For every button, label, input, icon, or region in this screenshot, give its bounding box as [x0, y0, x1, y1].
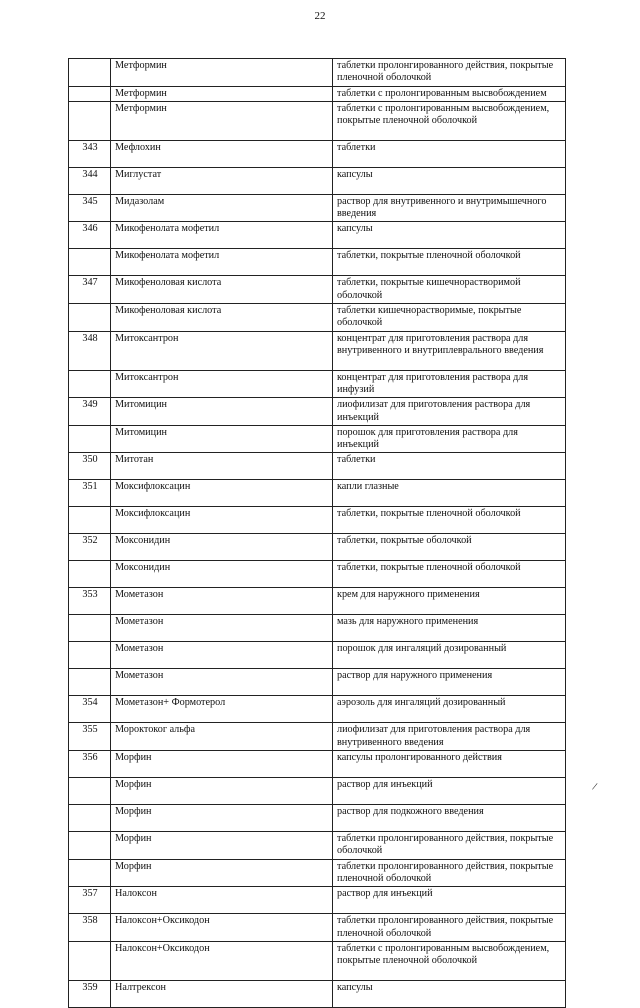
cell-dosage-form: таблетки пролонгированного действия, покрытые пленочной оболочкой: [333, 859, 566, 887]
table-row: [69, 167, 566, 194]
cell-dosage-form: капсулы: [333, 980, 566, 1007]
cell-number: [69, 86, 111, 101]
cell-dosage-form: крем для наружного применения: [333, 588, 566, 615]
cell-number: 352: [69, 534, 111, 561]
cell-number: [69, 642, 111, 669]
table-row: [69, 723, 566, 751]
cell-dosage-form: капсулы пролонгированного действия: [333, 751, 566, 778]
drug-table: [68, 58, 566, 1008]
cell-drug-name: Моксонидин: [111, 561, 333, 588]
page-number: 22: [314, 10, 326, 22]
cell-drug-name: Морфин: [111, 832, 333, 860]
cell-dosage-form: раствор для инъекций: [333, 887, 566, 914]
margin-mark: /: [591, 780, 599, 794]
table-row: [69, 615, 566, 642]
table-row: [69, 561, 566, 588]
cell-number: [69, 669, 111, 696]
cell-number: 346: [69, 222, 111, 249]
cell-drug-name: Моксонидин: [111, 534, 333, 561]
table-row: [69, 507, 566, 534]
cell-drug-name: Морфин: [111, 751, 333, 778]
cell-dosage-form: таблетки кишечнорастворимые, покрытые оболочкой: [333, 304, 566, 332]
cell-drug-name: Митоксантрон: [111, 331, 333, 370]
cell-drug-name: Мороктоког альфа: [111, 723, 333, 751]
cell-number: 357: [69, 887, 111, 914]
table-row: [69, 370, 566, 398]
cell-number: 349: [69, 398, 111, 426]
table-row: [69, 980, 566, 1007]
table-row: [69, 588, 566, 615]
cell-drug-name: Налтрексон: [111, 980, 333, 1007]
cell-number: 359: [69, 980, 111, 1007]
cell-dosage-form: капли глазные: [333, 480, 566, 507]
cell-number: [69, 859, 111, 887]
cell-dosage-form: таблетки: [333, 140, 566, 167]
cell-dosage-form: раствор для инъекций: [333, 778, 566, 805]
cell-number: [69, 778, 111, 805]
cell-drug-name: Мометазон: [111, 642, 333, 669]
cell-dosage-form: аэрозоль для ингаляций дозированный: [333, 696, 566, 723]
cell-number: 344: [69, 167, 111, 194]
table-row: [69, 859, 566, 887]
cell-number: [69, 249, 111, 276]
cell-drug-name: Миглустат: [111, 167, 333, 194]
cell-drug-name: Мефлохин: [111, 140, 333, 167]
cell-number: [69, 615, 111, 642]
cell-number: [69, 101, 111, 140]
cell-number: [69, 304, 111, 332]
cell-dosage-form: таблетки с пролонгированным высвобождением, покрытые пленочной оболочкой: [333, 101, 566, 140]
cell-drug-name: Микофенолата мофетил: [111, 249, 333, 276]
cell-drug-name: Метформин: [111, 86, 333, 101]
table-row: [69, 669, 566, 696]
table-row: [69, 480, 566, 507]
cell-dosage-form: раствор для внутривенного и внутримышечного введения: [333, 194, 566, 222]
cell-drug-name: Морфин: [111, 859, 333, 887]
cell-drug-name: Мометазон+ Формотерол: [111, 696, 333, 723]
cell-dosage-form: раствор для подкожного введения: [333, 805, 566, 832]
cell-dosage-form: таблетки пролонгированного действия, покрытые пленочной оболочкой: [333, 914, 566, 942]
cell-dosage-form: лиофилизат для приготовления раствора для инъекций: [333, 398, 566, 426]
cell-dosage-form: капсулы: [333, 167, 566, 194]
table-row: [69, 696, 566, 723]
table-row: [69, 331, 566, 370]
cell-drug-name: Морфин: [111, 805, 333, 832]
cell-number: [69, 59, 111, 87]
cell-number: 348: [69, 331, 111, 370]
cell-number: 350: [69, 453, 111, 480]
cell-dosage-form: таблетки с пролонгированным высвобождением, покрытые пленочной оболочкой: [333, 941, 566, 980]
cell-dosage-form: раствор для наружного применения: [333, 669, 566, 696]
cell-number: [69, 370, 111, 398]
table-row: [69, 101, 566, 140]
table-row: [69, 832, 566, 860]
cell-drug-name: Митомицин: [111, 398, 333, 426]
cell-dosage-form: таблетки, покрытые пленочной оболочкой: [333, 561, 566, 588]
cell-drug-name: Митомицин: [111, 425, 333, 453]
cell-dosage-form: мазь для наружного применения: [333, 615, 566, 642]
table-row: [69, 751, 566, 778]
table-row: [69, 642, 566, 669]
cell-dosage-form: концентрат для приготовления раствора для внутривенного и внутриплеврального введения: [333, 331, 566, 370]
cell-drug-name: Микофеноловая кислота: [111, 304, 333, 332]
cell-drug-name: Моксифлоксацин: [111, 480, 333, 507]
cell-number: [69, 425, 111, 453]
cell-dosage-form: таблетки, покрытые пленочной оболочкой: [333, 507, 566, 534]
cell-dosage-form: лиофилизат для приготовления раствора для внутривенного введения: [333, 723, 566, 751]
cell-number: 347: [69, 276, 111, 304]
table-row: [69, 453, 566, 480]
cell-dosage-form: капсулы: [333, 222, 566, 249]
cell-dosage-form: таблетки, покрытые оболочкой: [333, 534, 566, 561]
cell-number: [69, 805, 111, 832]
table-row: [69, 887, 566, 914]
table-row: [69, 805, 566, 832]
table-row: [69, 941, 566, 980]
cell-number: 358: [69, 914, 111, 942]
cell-number: 356: [69, 751, 111, 778]
cell-number: 351: [69, 480, 111, 507]
cell-dosage-form: таблетки пролонгированного действия, покрытые оболочкой: [333, 832, 566, 860]
cell-drug-name: Налоксон+Оксикодон: [111, 914, 333, 942]
cell-number: 354: [69, 696, 111, 723]
cell-drug-name: Мометазон: [111, 615, 333, 642]
cell-number: 353: [69, 588, 111, 615]
cell-number: [69, 832, 111, 860]
cell-drug-name: Митотан: [111, 453, 333, 480]
table-row: [69, 222, 566, 249]
cell-dosage-form: таблетки с пролонгированным высвобождением: [333, 86, 566, 101]
table-row: [69, 534, 566, 561]
cell-drug-name: Налоксон+Оксикодон: [111, 941, 333, 980]
cell-number: 355: [69, 723, 111, 751]
table-row: [69, 276, 566, 304]
cell-number: 343: [69, 140, 111, 167]
drug-table-body: [69, 59, 566, 1008]
table-row: [69, 86, 566, 101]
cell-drug-name: Налоксон: [111, 887, 333, 914]
cell-dosage-form: концентрат для приготовления раствора для инфузий: [333, 370, 566, 398]
cell-dosage-form: таблетки: [333, 453, 566, 480]
cell-drug-name: Микофеноловая кислота: [111, 276, 333, 304]
cell-drug-name: Метформин: [111, 101, 333, 140]
cell-number: [69, 561, 111, 588]
cell-dosage-form: порошок для приготовления раствора для инъекций: [333, 425, 566, 453]
table-row: [69, 140, 566, 167]
cell-drug-name: Митоксантрон: [111, 370, 333, 398]
cell-drug-name: Моксифлоксацин: [111, 507, 333, 534]
cell-drug-name: Метформин: [111, 59, 333, 87]
table-row: [69, 398, 566, 426]
cell-dosage-form: таблетки, покрытые пленочной оболочкой: [333, 249, 566, 276]
cell-drug-name: Мометазон: [111, 669, 333, 696]
cell-dosage-form: таблетки, покрытые кишечнорастворимой оболочкой: [333, 276, 566, 304]
cell-number: [69, 507, 111, 534]
table-row: [69, 778, 566, 805]
cell-drug-name: Морфин: [111, 778, 333, 805]
table-row: [69, 249, 566, 276]
cell-dosage-form: порошок для ингаляций дозированный: [333, 642, 566, 669]
table-row: [69, 304, 566, 332]
cell-number: [69, 941, 111, 980]
table-row: [69, 194, 566, 222]
cell-dosage-form: таблетки пролонгированного действия, покрытые пленочной оболочкой: [333, 59, 566, 87]
table-row: [69, 59, 566, 87]
cell-number: 345: [69, 194, 111, 222]
table-row: [69, 425, 566, 453]
cell-drug-name: Микофенолата мофетил: [111, 222, 333, 249]
cell-drug-name: Мометазон: [111, 588, 333, 615]
table-row: [69, 914, 566, 942]
cell-drug-name: Мидазолам: [111, 194, 333, 222]
